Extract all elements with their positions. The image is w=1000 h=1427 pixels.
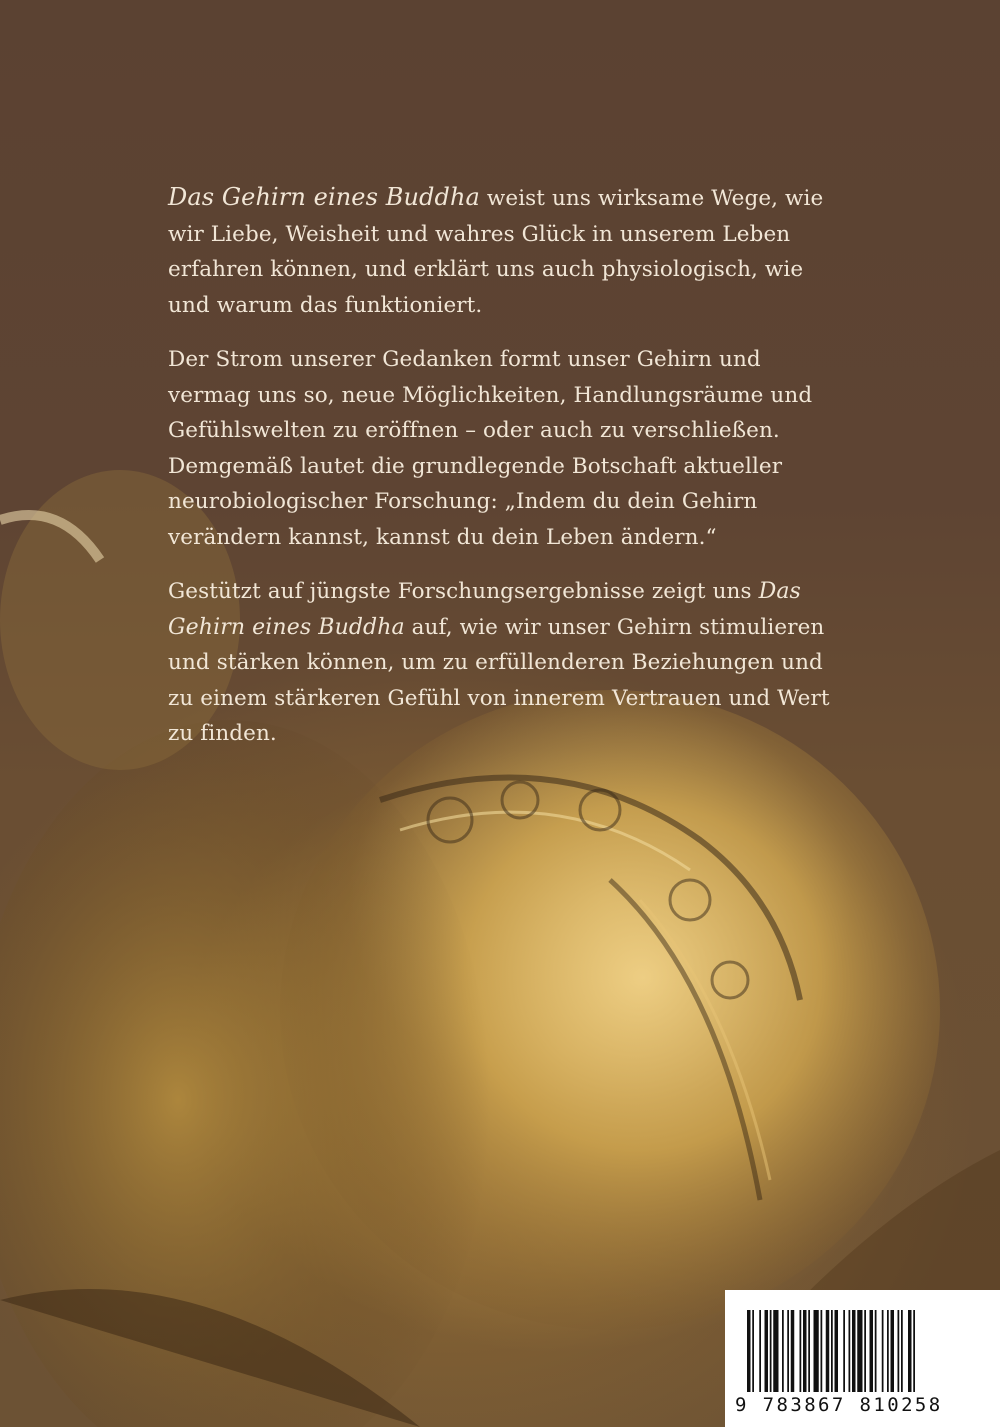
isbn-barcode xyxy=(725,1290,1000,1427)
blurb-paragraph-3 xyxy=(168,574,838,752)
blurb-paragraph-1 xyxy=(168,180,838,323)
isbn-number: 9 783867 810258 xyxy=(735,1394,943,1416)
blurb-paragraph-1-text: weist uns wirksame Wege, wie wir Liebe, Weisheit und wahres Glück in unserem Leben erfahren können, und erklärt uns auch physiologisch, wie und warum das funktioniert. xyxy=(168,186,824,318)
blurb-paragraph-3-end: auf, wie wir unser Gehirn stimulieren und stärken können, um zu erfüllenderen Beziehungen und zu einem stärkeren Gefühl von innerem Vertrauen und Wert zu finden. xyxy=(168,614,830,746)
blurb-paragraph-2: Der Strom unserer Gedanken formt unser Gehirn und vermag uns so, neue Möglichkeiten, Handlungsräume und Gefühlswelten zu eröffnen – oder auch zu verschließen. Demgemäß lautet die grundlegende Botschaft aktueller neurobiologischer Forschung: „Indem du dein Gehirn verändern kannst, kannst du dein Leben ändern.“ xyxy=(168,347,813,550)
blurb-paragraph-3-start: Gestützt auf jüngste Forschungsergebnisse zeigt uns xyxy=(168,579,759,604)
barcode-bars xyxy=(747,1310,977,1392)
blurb-text xyxy=(168,180,838,771)
book-title-italic-2: Das Gehirn eines Buddha xyxy=(168,579,801,640)
book-title-italic: Das Gehirn eines Buddha xyxy=(168,183,480,211)
